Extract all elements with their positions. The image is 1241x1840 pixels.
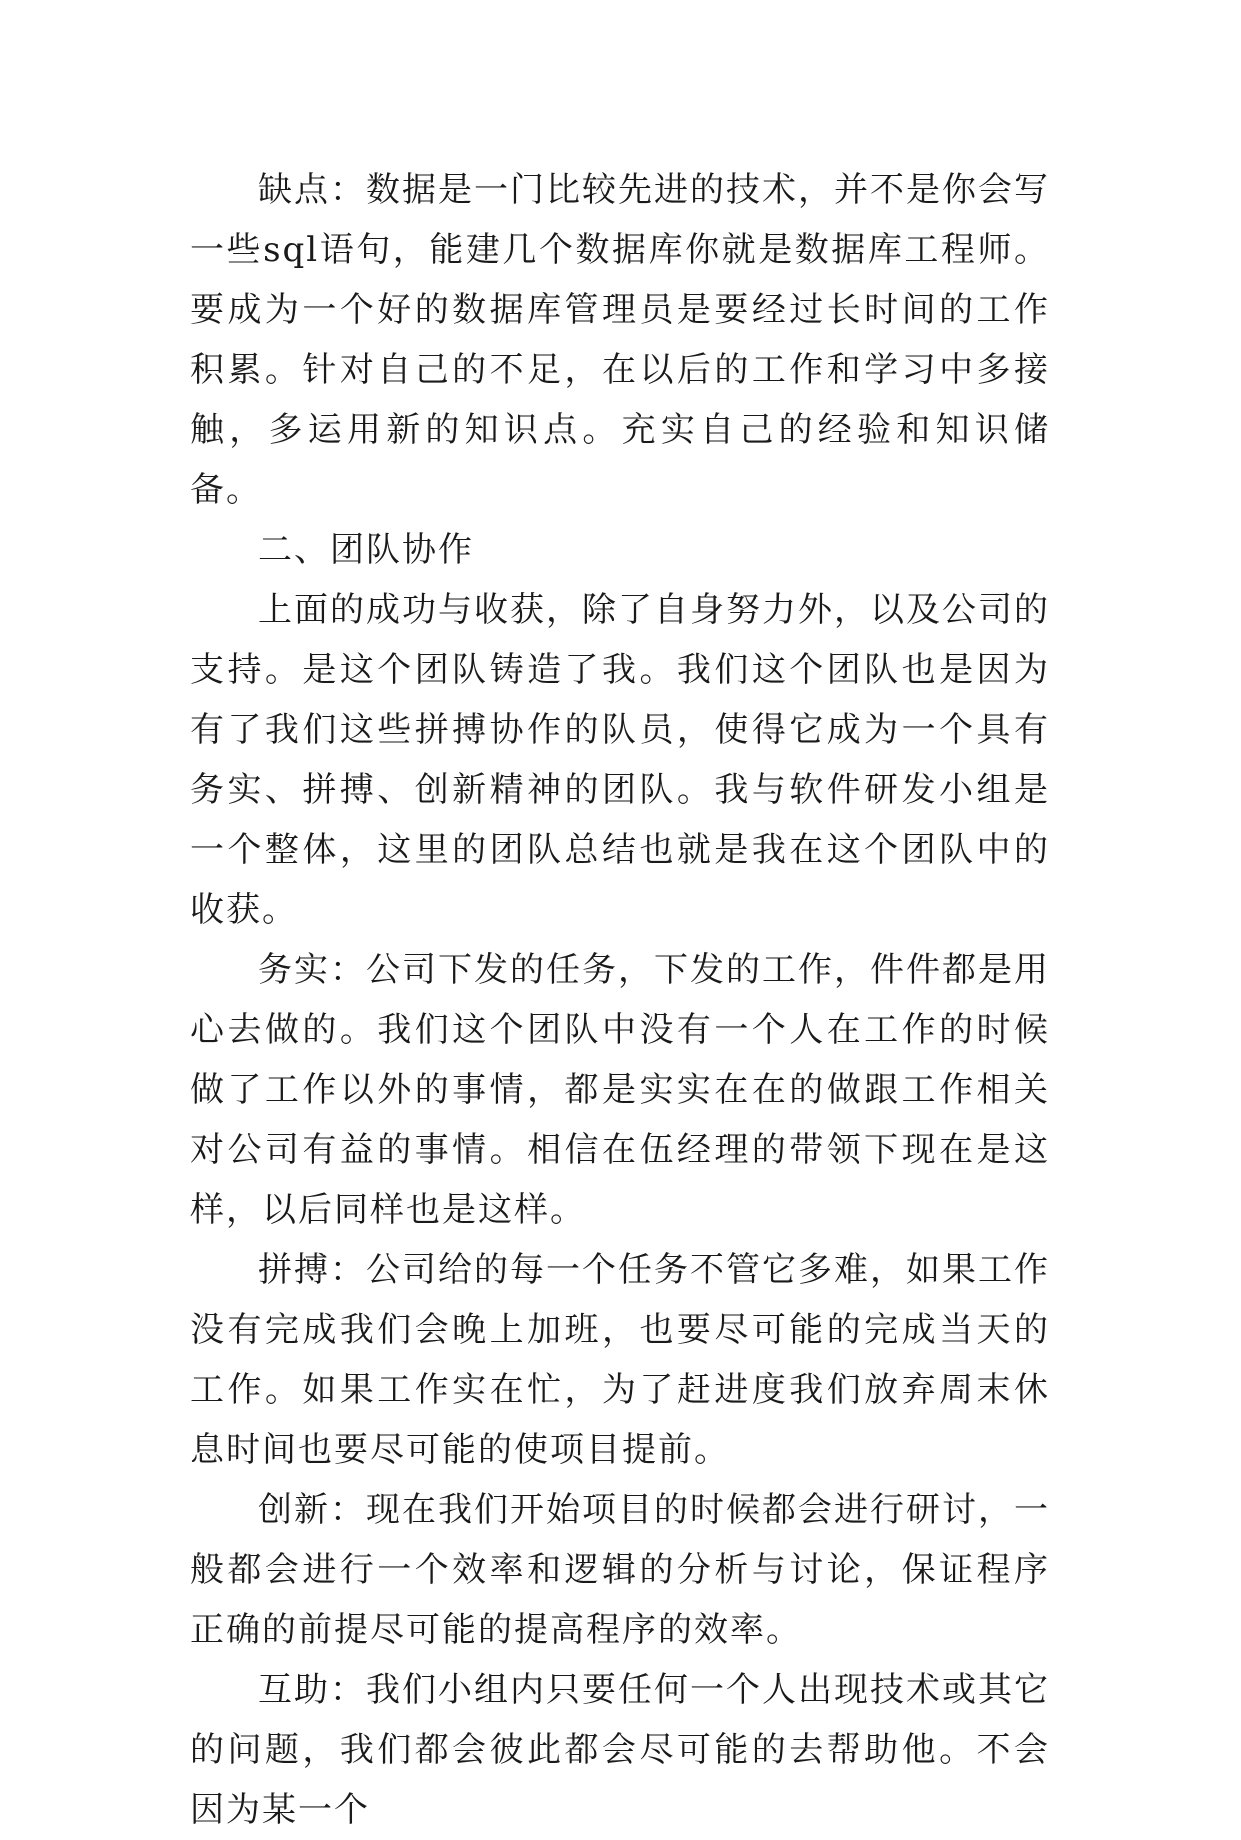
paragraph-mutual-help: 互助：我们小组内只要任何一个人出现技术或其它的问题，我们都会彼此都会尽可能的去帮助他。不会因为某一个 — [190, 1670, 1050, 1830]
section-heading-teamwork: 二、团队协作 — [258, 530, 474, 570]
document-body — [190, 160, 1050, 1840]
paragraph-pragmatic: 务实：公司下发的任务，下发的工作，件件都是用心去做的。我们这个团队中没有一个人在工作的时候做了工作以外的事情，都是实实在在的做跟工作相关对公司有益的事情。相信在伍经理的带领下现在是这样，以后同样也是这样。 — [190, 950, 1050, 1230]
paragraph-innovation: 创新：现在我们开始项目的时候都会进行研讨，一般都会进行一个效率和逻辑的分析与讨论，保证程序正确的前提尽可能的提高程序的效率。 — [190, 1490, 1050, 1650]
paragraph-team-intro: 上面的成功与收获，除了自身努力外，以及公司的支持。是这个团队铸造了我。我们这个团队也是因为有了我们这些拼搏协作的队员，使得它成为一个具有务实、拼搏、创新精神的团队。我与软件研发小组是一个整体，这里的团队总结也就是我在这个团队中的收获。 — [190, 590, 1050, 930]
paragraph-weakness: 缺点：数据是一门比较先进的技术，并不是你会写一些sql语句，能建几个数据库你就是数据库工程师。要成为一个好的数据库管理员是要经过长时间的工作积累。针对自己的不足，在以后的工作和学习中多接触，多运用新的知识点。充实自己的经验和知识储备。 — [190, 170, 1050, 510]
paragraph-hardworking: 拼搏：公司给的每一个任务不管它多难，如果工作没有完成我们会晚上加班，也要尽可能的完成当天的工作。如果工作实在忙，为了赶进度我们放弃周末休息时间也要尽可能的使项目提前。 — [190, 1250, 1050, 1470]
